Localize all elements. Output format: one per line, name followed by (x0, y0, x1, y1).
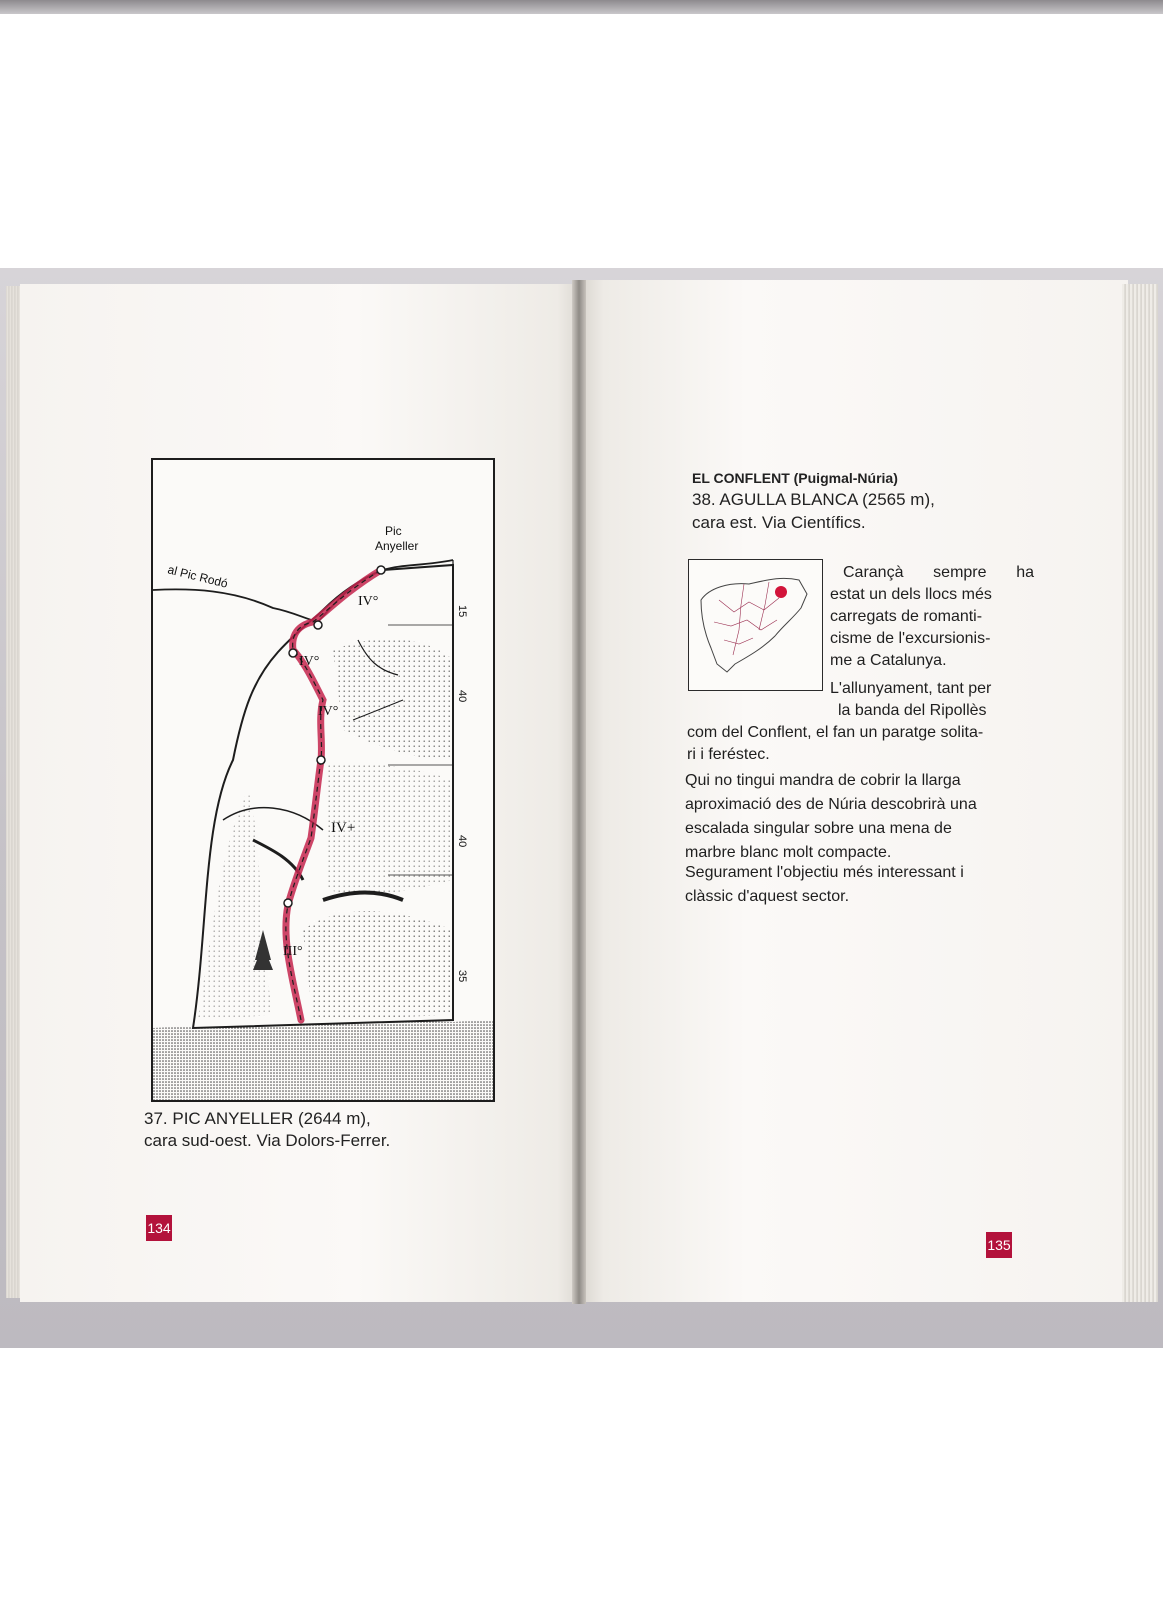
locator-map-svg (689, 560, 822, 690)
topo-drawing (151, 458, 495, 1102)
text-line-5: me a Catalunya. (830, 652, 947, 669)
topo-label-anyeller: Anyeller (375, 539, 419, 553)
text-line-8: com del Conflent, el fan un paratge solita- (687, 724, 984, 741)
scan-top-band (0, 0, 1163, 14)
catalonia-locator-map (688, 559, 823, 691)
caption-line-1: 37. PIC ANYELLER (2644 m), (144, 1109, 371, 1128)
right-page-edges (1122, 284, 1158, 1302)
scale-mark-3: 40 (456, 835, 468, 848)
region-heading: EL CONFLENT (Puigmal-Núria) (692, 470, 898, 486)
text-line-7: la banda del Ripollès (838, 702, 987, 719)
topo-label-pic-rodo: al Pic Rodó (166, 562, 230, 591)
topo-grade-1: IV° (358, 594, 379, 609)
text-line-13: marbre blanc molt compacte. (685, 844, 892, 861)
text-line-2: estat un dels llocs més (830, 586, 992, 603)
route-title-line-1: 38. AGULLA BLANCA (2565 m), (692, 490, 935, 509)
book-spine (572, 280, 586, 1304)
text-line-10: Qui no tingui mandra de cobrir la llarga (685, 772, 961, 789)
text-line-11: aproximació des de Núria descobrirà una (685, 796, 977, 813)
text-line-15: clàssic d'aquest sector. (685, 888, 850, 905)
topo-grade-2: IV° (299, 654, 320, 669)
scale-mark-2: 40 (456, 690, 468, 703)
ground-scree (153, 1020, 493, 1100)
text-line-1: Carançà sempre ha (843, 564, 1034, 581)
topo-caption (144, 1108, 390, 1152)
topo-grade-3: IV° (318, 704, 339, 719)
text-line-3: carregats de romanti- (830, 608, 983, 625)
topo-svg (153, 460, 493, 1100)
text-line-6: L'allunyament, tant per (830, 680, 992, 697)
text-line-14: Segurament l'objectiu més interessant i (685, 864, 964, 881)
scale-mark-4: 35 (456, 970, 468, 983)
text-line-4: cisme de l'excursionis- (830, 630, 991, 647)
text-line-12: escalada singular sobre una mena de (685, 820, 952, 837)
caption-line-2: cara sud-oest. Via Dolors-Ferrer. (144, 1131, 391, 1150)
text-line-9: ri i feréstec. (687, 746, 770, 763)
page-number-left: 134 (146, 1215, 172, 1241)
route-title-line-2: cara est. Via Científics. (692, 513, 866, 532)
topo-grade-5: III° (283, 944, 303, 959)
page-number-right: 135 (986, 1232, 1012, 1258)
topo-label-pic: Pic (385, 524, 402, 538)
scale-mark-1: 15 (456, 605, 468, 618)
route-header (692, 468, 935, 534)
topo-grade-4: IV+ (331, 820, 356, 836)
